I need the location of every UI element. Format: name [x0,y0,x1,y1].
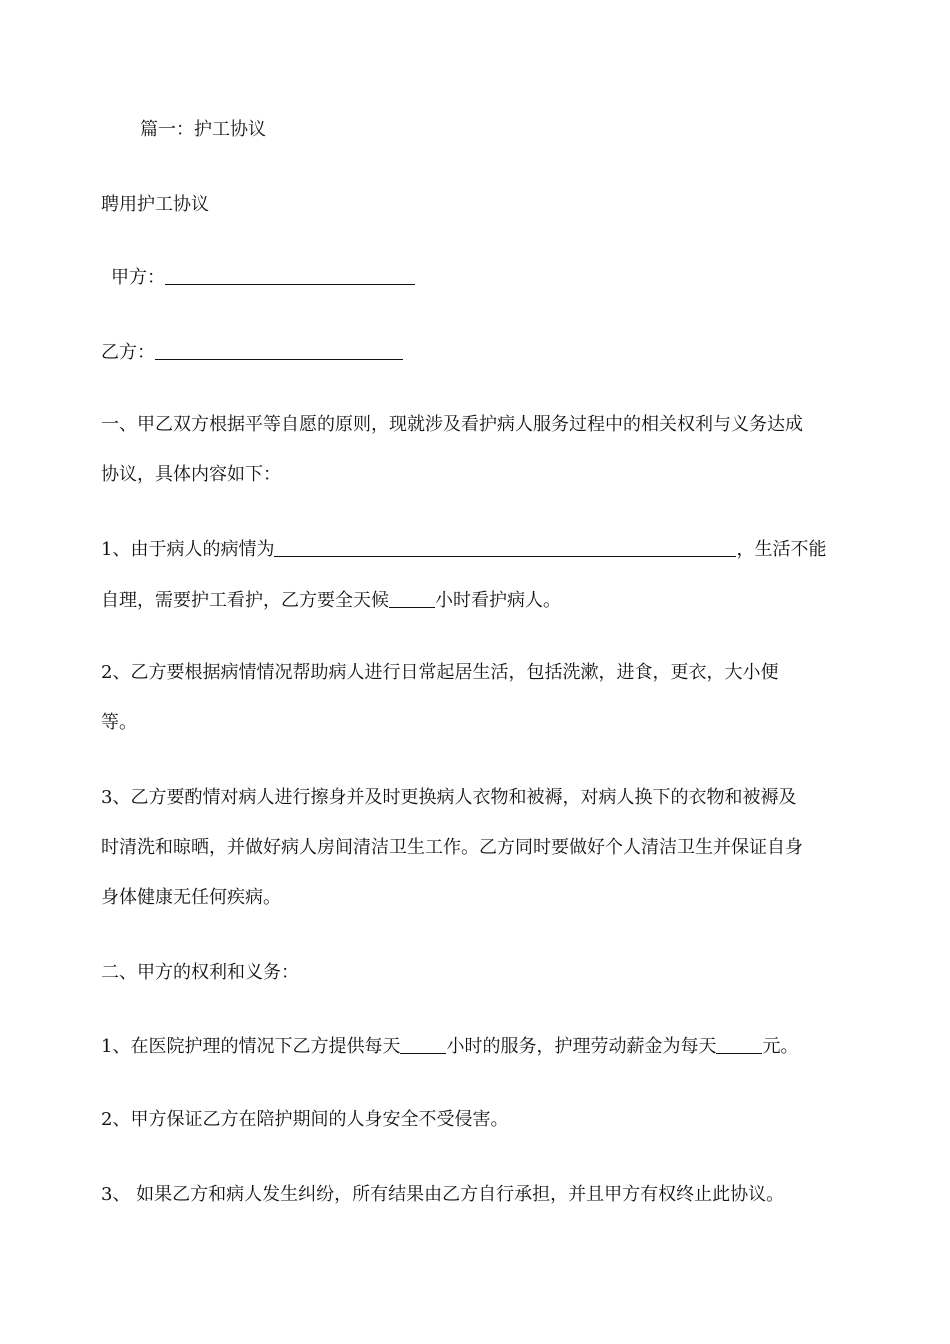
paragraph-1-line-2: 协议，具体内容如下： [101,464,281,485]
article-2-line: 2、甲方保证乙方在陪护期间的人身安全不受侵害。 [101,1109,509,1130]
article-3-line: 3、 如果乙方和病人发生纠纷，所有结果由乙方自行承担，并且甲方有权终止此协议。 [101,1184,785,1205]
party-b-label: 乙方： [101,342,155,363]
section-2-heading: 二、甲方的权利和义务： [101,962,299,983]
item-3-line-2: 时清洗和晾晒，并做好病人房间清洁卫生工作。乙方同时要做好个人清洁卫生并保证自身 [101,837,803,858]
item-1-text-a: 1、由于病人的病情为 [101,539,275,560]
item-2-line-1: 2、乙方要根据病情情况帮助病人进行日常起居生活，包括洗漱，进食，更衣，大小便 [101,662,779,683]
party-a-line [111,265,415,291]
hours-blank [389,589,435,608]
party-b-line [101,340,403,366]
item-1-text-c: 自理，需要护工看护，乙方要全天候 [101,590,389,611]
article-1-line [101,1034,798,1060]
item-3-line-1: 3、乙方要酌情对病人进行擦身并及时更换病人衣物和被褥，对病人换下的衣物和被褥及 [101,787,797,808]
article-1-text-a: 1、在医院护理的情况下乙方提供每天 [101,1036,401,1057]
daily-wage-blank [716,1035,762,1054]
condition-blank [274,538,736,557]
document-title: 聘用护工协议 [101,194,209,215]
item-1-line-2 [101,588,561,614]
article-1-text-c: 元。 [762,1036,799,1057]
paragraph-1-line-1: 一、甲乙双方根据平等自愿的原则，现就涉及看护病人服务过程中的相关权利与义务达成 [101,414,803,435]
item-1-text-b: ，生活不能 [736,539,827,560]
party-a-label: 甲方： [111,267,165,288]
item-1-text-d: 小时看护病人。 [435,590,561,611]
service-hours-blank [400,1035,446,1054]
section-heading: 篇一：护工协议 [140,119,266,140]
party-b-blank [155,341,403,360]
party-a-blank [165,266,415,285]
item-3-line-3: 身体健康无任何疾病。 [101,887,281,908]
item-1-line-1 [101,537,826,563]
item-2-line-2: 等。 [101,712,137,733]
article-1-text-b: 小时的服务，护理劳动薪金为每天 [446,1036,717,1057]
